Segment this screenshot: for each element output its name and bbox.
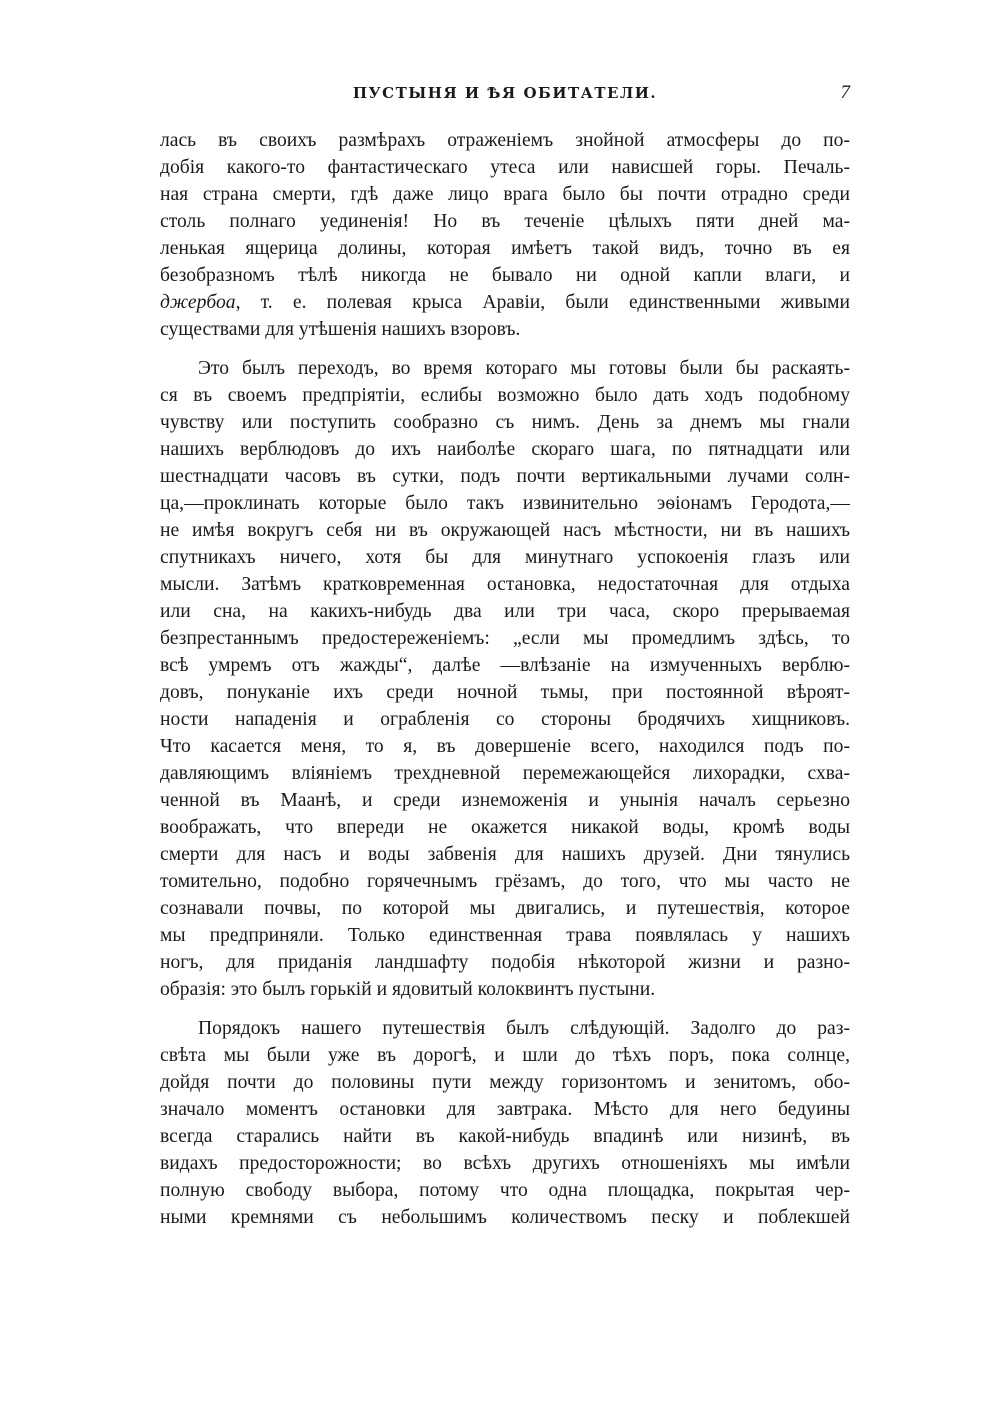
- text-line: дойдя почти до половины пути между горизонтомъ и зенитомъ, обо-: [160, 1072, 850, 1093]
- text-line: довъ, понуканіе ихъ среди ночной тьмы, при постоянной вѣроят-: [160, 682, 850, 703]
- text-line: шестнадцати часовъ въ сутки, подъ почти вертикальными лучами солн-: [160, 466, 850, 487]
- text-line: ная страна смерти, гдѣ даже лицо врага было бы почти отрадно среди: [160, 184, 850, 205]
- text-line: ногъ, для приданія ландшафту подобія нѣкоторой жизни и разно-: [160, 952, 850, 973]
- italic-word: джербоа: [160, 292, 236, 313]
- text-line: мы предприняли. Только единственная трава появлялась у нашихъ: [160, 925, 850, 946]
- text-line: воображать, что впереди не окажется никакой воды, кромѣ воды: [160, 817, 850, 838]
- text-line: спутникахъ ничего, хотя бы для минутнаго успокоенія глазъ или: [160, 547, 850, 568]
- text-line: существами для утѣшенія нашихъ взоровъ.: [160, 319, 521, 340]
- text-line: давляющимъ вліяніемъ трехдневной перемежающейся лихорадки, схва-: [160, 763, 850, 784]
- text-line: Порядокъ нашего путешествія былъ слѣдующій. Задолго до раз-: [198, 1018, 850, 1039]
- text-line: ности нападенія и ограбленія со стороны бродячихъ хищниковъ.: [160, 709, 850, 730]
- text-line: сознавали почвы, по которой мы двигались, и путешествія, которое: [160, 898, 850, 919]
- text-line: ными кремнями съ небольшимъ количествомъ песку и поблекшей: [160, 1207, 850, 1228]
- text-line: безпрестаннымъ предостереженіемъ: „если мы промедлимъ здѣсь, то: [160, 628, 850, 649]
- page-number: 7: [840, 82, 850, 103]
- page-header: [160, 82, 850, 110]
- text-line: лась въ своихъ размѣрахъ отраженіемъ знойной атмосферы до по-: [160, 130, 850, 151]
- text-line: или сна, на какихъ-нибудь два или три часа, скоро прерываемая: [160, 601, 850, 622]
- text-line: смерти для насъ и воды забвенія для нашихъ друзей. Дни тянулись: [160, 844, 850, 865]
- text-line: нашихъ верблюдовъ до ихъ наиболѣе скораго шага, по пятнадцати или: [160, 439, 850, 460]
- text-line-rest: , т. е. полевая крыса Аравіи, были единственными живыми: [235, 292, 850, 313]
- text-line: всѣ умремъ отъ жажды“, далѣе —влѣзаніе на измученныхъ верблю-: [160, 655, 850, 676]
- text-line: полную свободу выбора, потому что одна площадка, покрытая чер-: [160, 1180, 850, 1201]
- text-line: мысли. Затѣмъ кратковременная остановка, недостаточная для отдыха: [160, 574, 850, 595]
- text-line: чувству или поступить сообразно съ нимъ. День за днемъ мы гнали: [160, 412, 850, 433]
- text-line: ченной въ Маанѣ, и среди изнеможенія и унынія началъ серьезно: [160, 790, 850, 811]
- text-line: свѣта мы были уже въ дорогѣ, и шли до тѣхъ поръ, пока солнце,: [160, 1045, 850, 1066]
- text-line: всегда старались найти въ какой-нибудь впадинѣ или низинѣ, въ: [160, 1126, 850, 1147]
- text-line: томительно, подобно горячечнымъ грёзамъ, до того, что мы часто не: [160, 871, 850, 892]
- text-line: добія какого-то фантастическаго утеса или нависшей горы. Печаль-: [160, 157, 850, 178]
- text-line: Что касается меня, то я, въ довершеніе всего, находился подъ по-: [160, 736, 850, 757]
- text-line: не имѣя вокругъ себя ни въ окружающей насъ мѣстности, ни въ нашихъ: [160, 520, 850, 541]
- running-title: ПУСТЫНЯ И ѢЯ ОБИТАТЕЛИ.: [352, 84, 658, 102]
- text-line: образія: это былъ горькій и ядовитый колоквинтъ пустыни.: [160, 979, 656, 1000]
- text-line: столь полнаго уединенія! Но въ теченіе цѣлыхъ пяти дней ма-: [160, 211, 850, 232]
- text-line: ся въ своемъ предпріятіи, еслибы возможно было дать ходъ подобному: [160, 385, 850, 406]
- text-line: ца,—проклинать которые было такъ извинительно эѳіонамъ Геродота,—: [160, 493, 850, 514]
- text-line: значало моментъ остановки для завтрака. Мѣсто для него бедуины: [160, 1099, 850, 1120]
- text-line: видахъ предосторожности; во всѣхъ другихъ отношеніяхъ мы имѣли: [160, 1153, 850, 1174]
- text-line: ленькая ящерица долины, которая имѣетъ такой видъ, точно въ ея: [160, 238, 850, 259]
- text-line: безобразномъ тѣлѣ никогда не бывало ни одной капли влаги, и: [160, 265, 850, 286]
- text-line: [160, 289, 850, 316]
- text-line: Это былъ переходъ, во время котораго мы готовы были бы раскаять-: [198, 358, 850, 379]
